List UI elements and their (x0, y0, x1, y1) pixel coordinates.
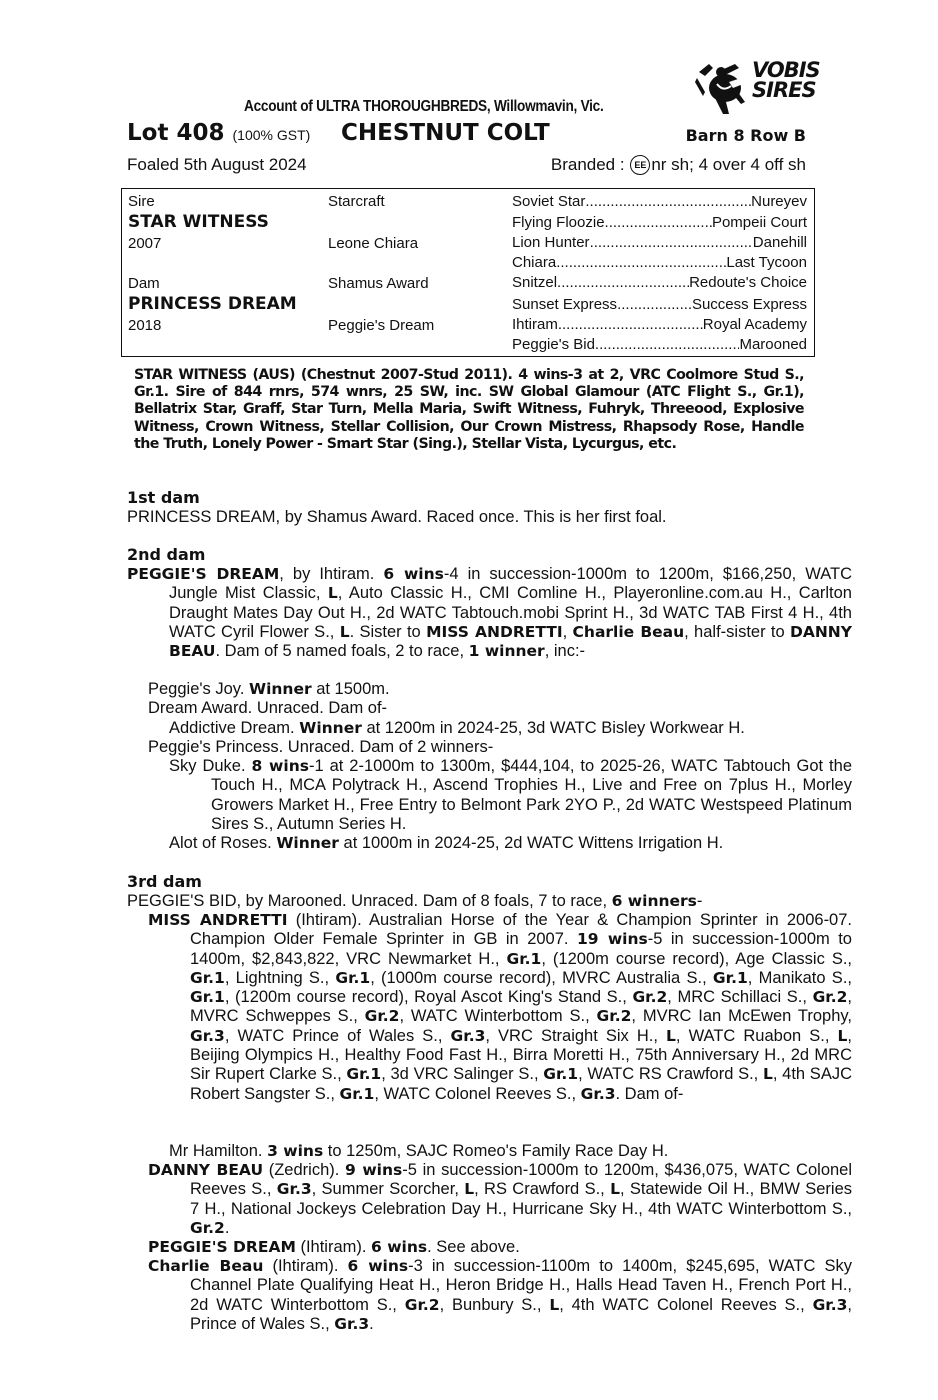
ancestor-row: Sunset Express ..... Success Express (512, 296, 807, 313)
barn-location: Barn 8 Row B (685, 126, 806, 145)
third-dam-text (127, 892, 810, 911)
text-run: , Summer Scorcher, (311, 1180, 465, 1199)
brand-mark-icon: EE (630, 155, 650, 175)
sire-summary: STAR WITNESS (AUS) (Chestnut 2007-Stud 2011). 4 wins-3 at 2, VRC Coolmore Stud S., Gr.1. Sire of 844 rnrs, 574 wnrs, 25 SW, inc. SW Global Glamour (ATC Flight S., Gr.1), Bellatrix Star, Graff, Star Turn, Mella Maria, Swift Witness, Fuhryk, Threeood, Explosive Witness, Crown Witness, Stellar Collision, Our Crown Mistress, Rhapsody Rose, Handle the Truth, Lonely Power - Smart Star (Sing.), Stellar Vista, Lycurgus, etc. (134, 367, 804, 452)
bold-text: Gr.3 (450, 1026, 486, 1045)
bold-text: L (464, 1180, 475, 1199)
progeny-entry (169, 1142, 852, 1161)
text-run: , half-sister to (684, 622, 790, 641)
dam-year: 2018 (128, 317, 162, 334)
lot-row (127, 120, 810, 152)
horse-and-jockey-icon (695, 58, 753, 116)
maternal-grandsire: Shamus Award (328, 275, 429, 292)
paternal-granddam: Leone Chiara (328, 235, 419, 252)
text-run: Dream Award. Unraced. Dam of- (148, 699, 388, 717)
bold-text: Gr.3 (276, 1180, 312, 1199)
bold-text: L (837, 1026, 848, 1045)
bold-text: L (327, 584, 338, 603)
text-run: to 1250m, SAJC Romeo's Family Race Day H. (323, 1142, 669, 1160)
sire-label: Sire (128, 193, 155, 210)
text-run: Mr Hamilton. (169, 1142, 268, 1160)
bold-text: L (762, 1065, 773, 1084)
text-run: , Auto Classic H., CMI Comline H., Playeronline.com.au H., Carlton Draught Mates Day Out H., 2d WATC Tabtouch.mobi Sprint H., 3d WATC TAB First 4 H., 4th WATC Cyril Flower S., (169, 584, 852, 641)
bold-text: Gr.1 (712, 968, 748, 987)
bold-text: Gr.3 (190, 1026, 225, 1045)
text-run: , Lightning S., (224, 968, 336, 987)
bold-text: PEGGIE'S DREAM (148, 1238, 296, 1256)
text-run: , WATC Prince of Wales S., (224, 1026, 451, 1045)
bold-text: Gr.1 (506, 949, 542, 968)
bold-text: Gr.3 (812, 1295, 848, 1314)
text-run: , by Ihtiram. (279, 565, 384, 583)
bold-text: Gr.2 (404, 1295, 440, 1314)
text-run: , Prince of Wales S., (190, 1295, 852, 1333)
progeny-entry (169, 834, 852, 853)
bold-text: 8 wins (251, 757, 309, 775)
text-run: . Dam of 5 named foals, 2 to race, (215, 642, 469, 661)
progeny-entry (148, 1161, 852, 1238)
vendor-account: Account of ULTRA THOROUGHBREDS, Willowmavin, Vic. (244, 98, 604, 115)
maternal-granddam: Peggie's Dream (328, 317, 435, 334)
text-run: Peggie's Princess. Unraced. Dam of 2 winners- (148, 738, 494, 756)
progeny-entry (169, 719, 852, 738)
foaled-date: Foaled 5th August 2024 (127, 155, 307, 174)
text-run: -5 in succession-1000m to 1400m, $2,843,822, VRC Newmarket H., (190, 930, 852, 968)
text-run: . (224, 1218, 230, 1237)
text-run: . Sister to (349, 622, 427, 641)
dam-label: Dam (128, 275, 160, 292)
bold-text: Gr.3 (580, 1084, 616, 1103)
vobis-sires-logo (695, 58, 830, 116)
text-run: , WATC Ruabon S., (675, 1026, 838, 1045)
bold-text: Gr.1 (346, 1065, 382, 1084)
text-run: at 1200m in 2024-25, 3d WATC Bisley Workwear H. (361, 719, 745, 737)
gst-note: (100% GST) (232, 127, 311, 143)
bold-text: L (610, 1180, 620, 1199)
text-run: , (562, 622, 573, 641)
bold-text: Gr.1 (335, 968, 371, 987)
text-run: (Zedrich). (263, 1161, 346, 1179)
text-run: , Manikato S., (747, 968, 852, 987)
bold-text: Charlie Beau (572, 622, 685, 641)
bold-text: 3 wins (267, 1142, 324, 1160)
bold-text: L (549, 1295, 560, 1314)
first-dam-heading: 1st dam (127, 488, 200, 507)
ancestor-row: Lion Hunter ..... Danehill (512, 234, 807, 251)
text-run: . (369, 1314, 374, 1333)
bold-text: L (666, 1026, 676, 1045)
text-run: -1 at 2-1000m to 1300m, $444,104, to 2025-26, WATC Tabtouch Got the Touch H., MCA Polytrack H., Ascend Trophies H., Live and Free on 7plus H., Morley Growers Market H., Free Entry to Belmont Park 2YO P., 2d WATC Westspeed Platinum Sires S., Autumn Series H. (211, 757, 852, 833)
text-run: , WATC Winterbottom S., (399, 1007, 597, 1026)
text-run: -3 in succession-1100m to 1400m, $245,695, WATC Sky Channel Plate Qualifying Heat H., Heron Bridge H., Halls Head Taven H., French Port H., 2d WATC Winterbottom S., (190, 1257, 853, 1314)
progeny-entry (148, 680, 852, 699)
text-run: Sky Duke. (169, 757, 252, 775)
bold-text: MISS ANDRETTI (148, 911, 288, 929)
text-run: Peggie's Joy. (148, 680, 249, 698)
progeny-entry (169, 757, 852, 834)
bold-text: Gr.3 (334, 1314, 370, 1333)
ancestor-row: Ihtiram ..... Royal Academy (512, 316, 807, 333)
bold-text: Gr.1 (543, 1065, 579, 1084)
bold-text: Gr.2 (190, 1218, 225, 1237)
text-run: (Ihtiram). (263, 1257, 348, 1275)
text-run: -5 in succession-1000m to 1200m, $436,075, WATC Colonel Reeves S., (190, 1161, 853, 1199)
text-run: , inc:- (544, 642, 586, 661)
bold-text: L (339, 622, 350, 641)
progeny-entry (148, 1257, 852, 1334)
bold-text: 6 winners (611, 892, 697, 910)
text-run: (Ihtiram). (295, 1238, 372, 1256)
text-run: , VRC Straight Six H., (485, 1026, 667, 1045)
text-run: , MVRC Schweppes S., (190, 988, 852, 1026)
ancestor-row: Flying Floozie ..... Pompeii Court (512, 214, 807, 231)
bold-text: 9 wins (345, 1161, 403, 1179)
progeny-entry (148, 699, 852, 718)
third-dam-heading: 3rd dam (127, 872, 202, 891)
text-run: , 4th WATC Colonel Reeves S., (559, 1295, 813, 1314)
text-run: , (1000m course record), MVRC Australia S., (370, 968, 713, 987)
text-run: , 3d VRC Salinger S., (381, 1065, 544, 1084)
text-run: , Bunbury S., (439, 1295, 550, 1314)
bold-text: Gr.2 (364, 1007, 400, 1026)
text-run: , MVRC Ian McEwen Trophy, (631, 1007, 853, 1026)
bold-text: PEGGIE'S DREAM (127, 565, 280, 583)
progeny-entry (148, 1238, 852, 1257)
text-run: at 1500m. (311, 680, 390, 698)
text-run: , RS Crawford S., (474, 1180, 611, 1199)
bold-text: Gr.1 (190, 968, 225, 987)
bold-text: 6 wins (371, 1238, 428, 1256)
text-run: Addictive Dream. (169, 719, 300, 737)
ancestor-row: Snitzel ..... Redoute's Choice (512, 274, 807, 291)
paternal-grandsire: Starcraft (328, 193, 385, 210)
text-run: , Statewide Oil H., BMW Series 7 H., National Jockeys Celebration Day H., Hurricane Sky H., 4th WATC Winterbottom S., (190, 1180, 852, 1218)
lot-number (127, 120, 310, 146)
bold-text: 1 winner (468, 642, 545, 661)
first-dam-text: PRINCESS DREAM, by Shamus Award. Raced once. This is her first foal. (127, 508, 667, 526)
text-run: , WATC RS Crawford S., (578, 1065, 763, 1084)
pedigree-table (121, 188, 815, 357)
bold-text: 6 wins (383, 565, 444, 583)
bold-text: Gr.2 (812, 988, 848, 1007)
bold-text: Winner (276, 834, 339, 852)
text-run: PEGGIE'S BID, by Marooned. Unraced. Dam of 8 foals, 7 to race, (127, 892, 612, 910)
bold-text: Gr.2 (632, 988, 668, 1007)
lot-label: Lot 408 (127, 120, 225, 146)
second-dam-text (127, 565, 852, 661)
bold-text: DANNY BEAU (148, 1161, 264, 1179)
branded-info (551, 155, 806, 175)
bold-text: Winner (248, 680, 312, 698)
bold-text: 19 wins (576, 930, 648, 949)
branded-label: Branded : (550, 155, 625, 174)
bold-text: MISS ANDRETTI (426, 622, 563, 641)
branded-details: nr sh; 4 over 4 off sh (651, 155, 806, 174)
bold-text: Winner (299, 719, 362, 737)
ancestor-row: Peggie's Bid ..... Marooned (512, 336, 807, 353)
bold-text: DANNY BEAU (169, 622, 852, 661)
sire-year: 2007 (128, 235, 162, 252)
text-run: , Beijing Olympics H., Healthy Food Fast H., Birra Moretti H., 75th Anniversary H., 2d MRC Sir Rupert Clarke S., (190, 1026, 852, 1084)
progeny-entry (148, 738, 852, 757)
text-run: . Dam of- (615, 1084, 684, 1103)
text-run: Alot of Roses. (169, 834, 277, 852)
bold-text: Gr.1 (190, 988, 225, 1007)
logo-line-2: SIRES (752, 78, 816, 102)
dam-name: PRINCESS DREAM (128, 294, 297, 314)
second-dam-heading: 2nd dam (127, 545, 206, 564)
text-run: , (1200m course record), Age Classic S., (541, 949, 852, 968)
text-run: , 4th SAJC Robert Sangster S., (190, 1065, 852, 1103)
ancestor-row: Chiara ..... Last Tycoon (512, 254, 807, 271)
text-run: (Ihtiram). Australian Horse of the Year & Champion Sprinter in 2006-07. Champion Older Female Sprinter in GB in 2007. (190, 911, 852, 949)
text-run: . See above. (427, 1238, 520, 1256)
progeny-entry (148, 911, 852, 1104)
bold-text: Charlie Beau (148, 1257, 264, 1275)
text-run: , (1200m course record), Royal Ascot King's Stand S., (224, 988, 633, 1007)
bold-text: 6 wins (347, 1257, 409, 1275)
text-run: - (696, 892, 703, 910)
text-run: , MRC Schillaci S., (667, 988, 813, 1007)
text-run: -4 in succession-1000m to 1200m, $166,250, WATC Jungle Mist Classic, (169, 565, 852, 603)
text-run: at 1000m in 2024-25, 2d WATC Wittens Irrigation H. (338, 834, 724, 852)
sire-name: STAR WITNESS (128, 212, 269, 232)
bold-text: Gr.1 (339, 1084, 375, 1103)
ancestor-row: Soviet Star ..... Nureyev (512, 193, 807, 210)
bold-text: Gr.2 (596, 1007, 632, 1026)
logo-line-1: VOBIS (752, 58, 820, 82)
horse-description: CHESTNUT COLT (341, 120, 550, 146)
text-run: , WATC Colonel Reeves S., (374, 1084, 581, 1103)
